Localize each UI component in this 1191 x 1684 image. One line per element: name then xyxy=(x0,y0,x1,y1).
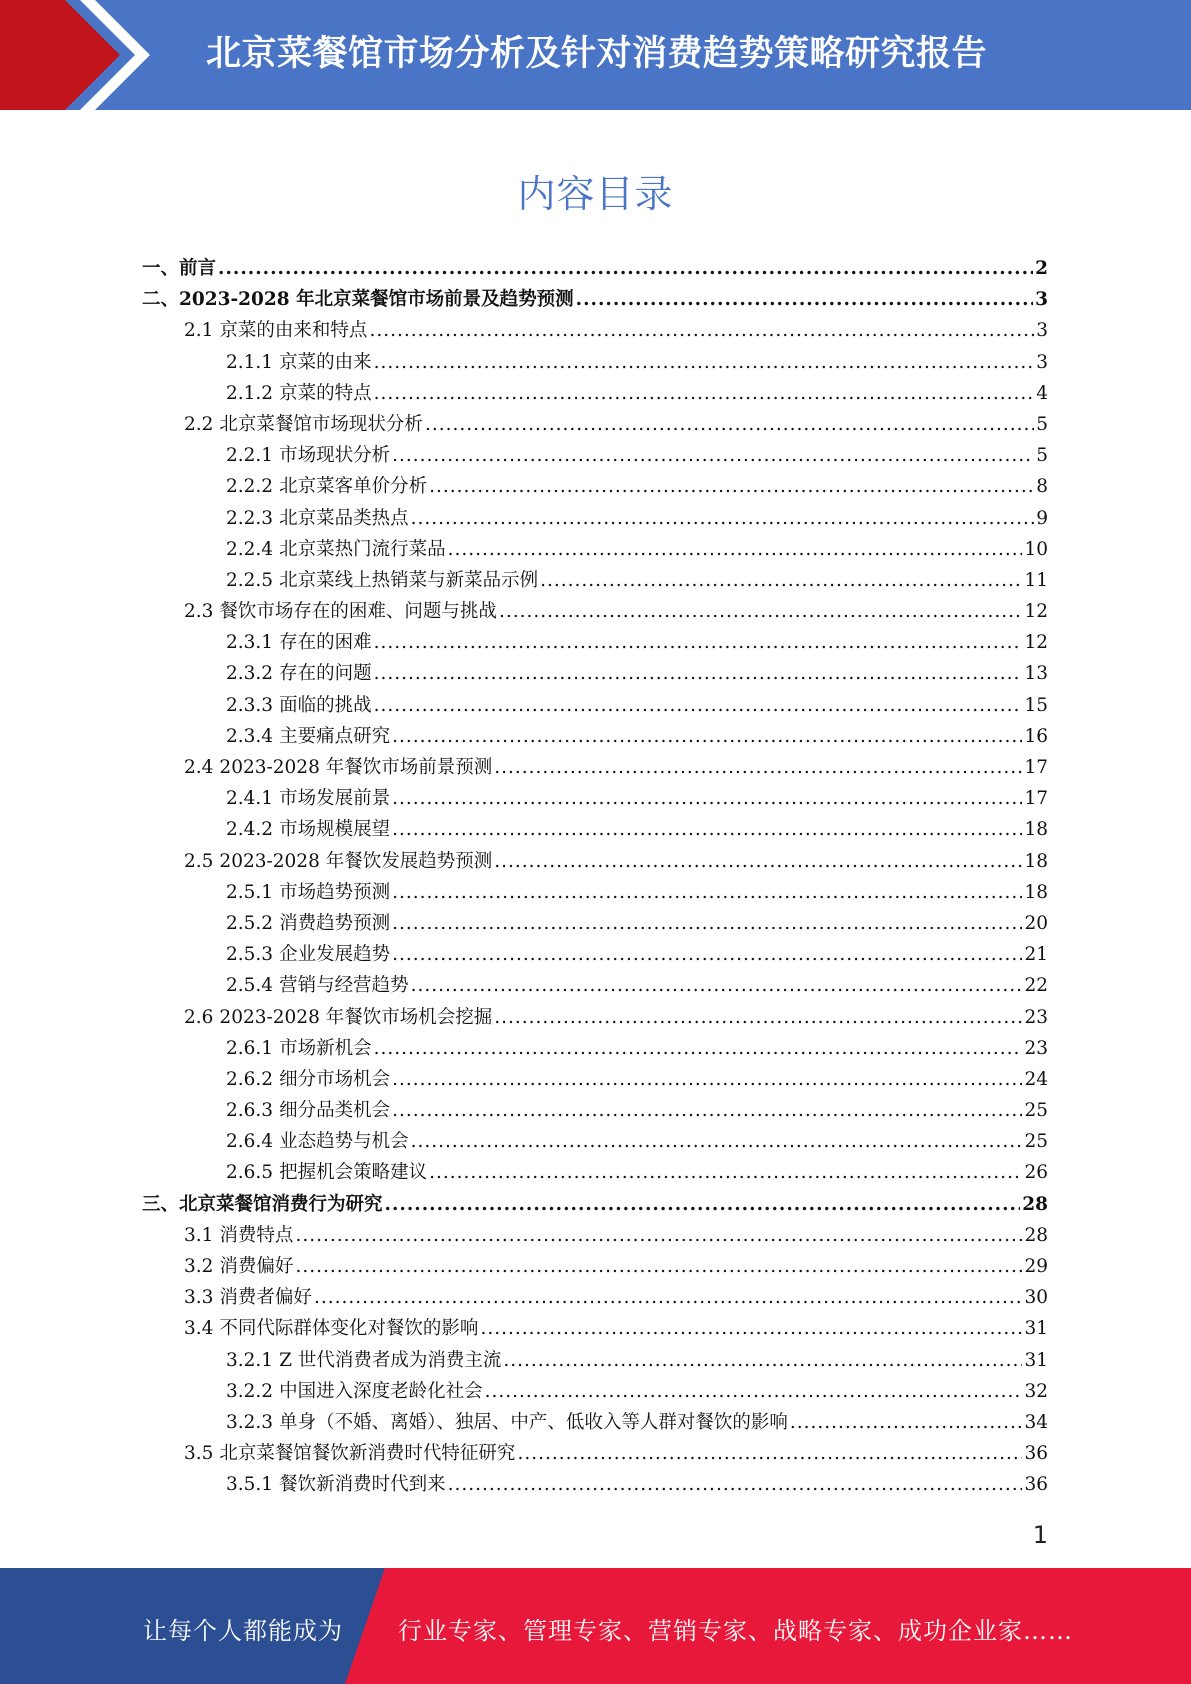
toc-entry-title: 餐饮新消费时代到来 xyxy=(279,1474,446,1496)
toc-dot-leader xyxy=(494,851,1022,872)
toc-dot-leader xyxy=(540,570,1022,591)
toc-entry[interactable] xyxy=(142,1127,1048,1158)
toc-entry-title: 2023-2028 年北京菜餐馆市场前景及趋势预测 xyxy=(179,289,574,311)
toc-dot-leader xyxy=(429,476,1034,497)
toc-entry-page: 10 xyxy=(1024,538,1048,560)
toc-entry-number: 2.5.3 xyxy=(226,944,274,966)
toc-entry-number: 2.2 xyxy=(184,413,214,435)
toc-dot-leader xyxy=(392,726,1022,747)
toc-entry[interactable] xyxy=(142,1221,1048,1252)
toc-entry-title: 北京菜线上热销菜与新菜品示例 xyxy=(279,569,539,591)
toc-dot-leader xyxy=(392,1069,1022,1090)
toc-entry[interactable] xyxy=(142,971,1048,1002)
toc-entry-title: 消费特点 xyxy=(219,1224,294,1246)
toc-dot-leader xyxy=(448,539,1023,560)
toc-entry-title: 2023-2028 年餐饮发展趋势预测 xyxy=(219,850,493,872)
toc-entry-title: 京菜的特点 xyxy=(279,382,372,404)
toc-dot-leader xyxy=(411,508,1035,529)
toc-entry[interactable] xyxy=(142,1158,1048,1189)
toc-entry-number: 3.2.3 xyxy=(226,1411,274,1433)
toc-entry-page: 34 xyxy=(1024,1411,1048,1433)
toc-entry-title: 不同代际群体变化对餐饮的影响 xyxy=(219,1318,479,1340)
toc-entry[interactable] xyxy=(142,940,1048,971)
page-number: 1 xyxy=(1032,1521,1048,1549)
toc-dot-leader xyxy=(314,1287,1023,1308)
toc-dot-leader xyxy=(392,788,1022,809)
toc-entry-number: 2.3.4 xyxy=(226,725,274,747)
toc-dot-leader xyxy=(503,1350,1022,1371)
toc-entry-page: 3 xyxy=(1035,289,1048,311)
toc-entry-number: 3.2 xyxy=(184,1256,214,1277)
toc-entry-page: 13 xyxy=(1024,663,1048,685)
toc-entry-title: 消费偏好 xyxy=(219,1256,294,1277)
toc-entry[interactable] xyxy=(142,1190,1048,1221)
toc-entry[interactable] xyxy=(142,441,1048,472)
toc-entry-title: 市场规模展望 xyxy=(279,819,391,841)
toc-entry-page: 31 xyxy=(1024,1318,1048,1340)
toc-entry-title: 北京菜热门流行菜品 xyxy=(279,538,446,560)
toc-entry-page: 8 xyxy=(1036,476,1048,498)
toc-entry[interactable] xyxy=(142,878,1048,909)
table-of-contents xyxy=(142,254,1048,1502)
report-title: 北京菜餐馆市场分析及针对消费趋势策略研究报告 xyxy=(206,34,988,74)
toc-entry[interactable] xyxy=(142,909,1048,940)
toc-dot-leader xyxy=(480,1318,1022,1339)
toc-entry-title: Z 世代消费者成为消费主流 xyxy=(279,1349,502,1371)
toc-entry-page: 9 xyxy=(1036,507,1048,529)
toc-entry-title: 营销与经营趋势 xyxy=(279,975,409,997)
toc-entry-number: 2.3.1 xyxy=(226,632,274,654)
toc-entry-title: 面临的挑战 xyxy=(279,694,372,716)
toc-entry-page: 36 xyxy=(1024,1443,1048,1465)
toc-entry-page: 31 xyxy=(1024,1349,1048,1371)
toc-entry[interactable] xyxy=(142,504,1048,535)
toc-entry-page: 36 xyxy=(1024,1474,1048,1496)
toc-entry-page: 17 xyxy=(1024,757,1048,778)
toc-dot-leader xyxy=(485,1381,1023,1402)
toc-entry-title: 单身（不婚、离婚）、独居、中产、低收入等人群对餐饮的影响 xyxy=(279,1411,788,1433)
toc-entry-page: 22 xyxy=(1024,975,1048,997)
toc-entry[interactable] xyxy=(142,691,1048,722)
toc-entry-title: 餐饮市场存在的困难、问题与挑战 xyxy=(219,601,497,623)
toc-entry-page: 25 xyxy=(1024,1100,1048,1122)
toc-entry-number: 2.2.1 xyxy=(226,445,274,467)
toc-entry[interactable] xyxy=(142,472,1048,503)
toc-entry-title: 消费者偏好 xyxy=(219,1287,312,1309)
toc-title: 内容目录 xyxy=(517,172,674,216)
toc-entry-number: 二、 xyxy=(142,289,180,311)
toc-dot-leader xyxy=(392,913,1022,934)
toc-entry-number: 2.6.4 xyxy=(226,1131,274,1153)
toc-entry[interactable] xyxy=(142,1408,1048,1439)
toc-entry-title: 2023-2028 年餐饮市场机会挖掘 xyxy=(219,1006,493,1028)
toc-entry-title: 北京菜餐馆餐饮新消费时代特征研究 xyxy=(219,1443,516,1465)
toc-entry[interactable] xyxy=(142,628,1048,659)
toc-entry-page: 2 xyxy=(1035,258,1048,279)
toc-entry-title: 市场发展前景 xyxy=(279,788,391,810)
toc-entry-page: 3 xyxy=(1036,351,1048,373)
toc-dot-leader xyxy=(576,289,1034,310)
toc-entry-number: 2.5.2 xyxy=(226,912,274,934)
toc-dot-leader xyxy=(392,944,1022,965)
toc-entry-page: 18 xyxy=(1024,881,1048,903)
toc-entry-title: 细分品类机会 xyxy=(279,1100,391,1122)
toc-entry-number: 2.6.3 xyxy=(226,1100,274,1122)
toc-dot-leader xyxy=(218,258,1033,279)
toc-entry-number: 2.6 xyxy=(184,1006,214,1028)
toc-entry-title: 北京菜餐馆消费行为研究 xyxy=(179,1193,383,1215)
toc-entry-page: 23 xyxy=(1024,1037,1048,1059)
toc-entry[interactable] xyxy=(142,659,1048,690)
toc-entry-number: 3.3 xyxy=(184,1287,214,1309)
toc-entry-title: 前言 xyxy=(179,258,217,279)
toc-entry[interactable] xyxy=(142,1314,1048,1345)
toc-entry-number: 3.4 xyxy=(184,1318,214,1340)
toc-entry-title: 北京菜客单价分析 xyxy=(279,476,428,498)
toc-entry[interactable] xyxy=(142,316,1048,347)
toc-entry-page: 4 xyxy=(1036,382,1048,404)
footer-slogan-right: 行业专家、管理专家、营销专家、战略专家、成功企业家…… xyxy=(398,1617,1073,1645)
report-header xyxy=(0,0,1191,110)
toc-entry[interactable] xyxy=(142,1252,1048,1283)
toc-entry-page: 11 xyxy=(1024,569,1048,591)
toc-entry[interactable] xyxy=(142,254,1048,285)
toc-entry-number: 3.5.1 xyxy=(226,1474,274,1496)
toc-entry-page: 17 xyxy=(1024,788,1048,810)
toc-entry-number: 2.4.2 xyxy=(226,819,274,841)
toc-entry-page: 20 xyxy=(1024,912,1048,934)
toc-entry-number: 2.2.4 xyxy=(226,538,274,560)
toc-dot-leader xyxy=(374,1038,1023,1059)
toc-entry-number: 3.5 xyxy=(184,1443,214,1465)
toc-entry[interactable] xyxy=(142,597,1048,628)
toc-dot-leader xyxy=(411,1131,1023,1152)
toc-entry-page: 23 xyxy=(1024,1006,1048,1028)
toc-entry-number: 2.1.1 xyxy=(226,351,274,373)
toc-dot-leader xyxy=(374,352,1035,373)
toc-entry-page: 12 xyxy=(1024,632,1048,654)
toc-entry-title: 企业发展趋势 xyxy=(279,944,391,966)
toc-entry-page: 32 xyxy=(1024,1380,1048,1402)
toc-entry[interactable] xyxy=(142,1065,1048,1096)
toc-entry-title: 存在的困难 xyxy=(279,632,372,654)
toc-dot-leader xyxy=(369,320,1034,341)
toc-entry-page: 5 xyxy=(1036,445,1048,467)
toc-entry-page: 24 xyxy=(1024,1068,1048,1090)
toc-dot-leader xyxy=(374,383,1035,404)
toc-entry[interactable] xyxy=(142,847,1048,878)
toc-entry-page: 3 xyxy=(1036,320,1048,342)
toc-entry-number: 三、 xyxy=(142,1193,180,1215)
toc-entry-number: 2.1 xyxy=(184,320,214,342)
toc-dot-leader xyxy=(494,1007,1022,1028)
toc-entry[interactable] xyxy=(142,1283,1048,1314)
toc-entry[interactable] xyxy=(142,753,1048,784)
toc-entry-page: 21 xyxy=(1024,944,1048,966)
toc-entry-title: 市场新机会 xyxy=(279,1037,372,1059)
toc-entry-number: 2.1.2 xyxy=(226,382,274,404)
toc-dot-leader xyxy=(295,1225,1022,1246)
toc-entry-page: 12 xyxy=(1024,601,1048,623)
report-footer xyxy=(0,1568,1191,1684)
toc-entry-number: 2.6.5 xyxy=(226,1162,274,1184)
toc-entry-number: 2.6.2 xyxy=(226,1068,274,1090)
toc-entry-title: 中国进入深度老龄化社会 xyxy=(279,1380,483,1402)
toc-entry-number: 2.3.2 xyxy=(226,663,274,685)
toc-entry-number: 2.2.3 xyxy=(226,507,274,529)
toc-entry-page: 28 xyxy=(1024,1224,1048,1246)
toc-entry-number: 2.5.4 xyxy=(226,975,274,997)
toc-dot-leader xyxy=(494,757,1022,778)
toc-entry-title: 京菜的由来和特点 xyxy=(219,320,368,342)
toc-entry-title: 北京菜餐馆市场现状分析 xyxy=(219,413,423,435)
toc-entry[interactable] xyxy=(142,1377,1048,1408)
toc-entry-title: 市场趋势预测 xyxy=(279,881,391,903)
toc-dot-leader xyxy=(385,1194,1021,1215)
toc-entry[interactable] xyxy=(142,566,1048,597)
toc-entry-number: 2.3.3 xyxy=(226,694,274,716)
toc-entry[interactable] xyxy=(142,1470,1048,1501)
toc-entry-title: 北京菜品类热点 xyxy=(279,507,409,529)
toc-entry-title: 业态趋势与机会 xyxy=(279,1131,409,1153)
toc-dot-leader xyxy=(295,1256,1022,1277)
toc-entry[interactable] xyxy=(142,1003,1048,1034)
toc-entry-number: 3.2.1 xyxy=(226,1349,274,1371)
toc-entry-page: 25 xyxy=(1024,1131,1048,1153)
toc-entry[interactable] xyxy=(142,285,1048,316)
toc-entry-page: 5 xyxy=(1036,413,1048,435)
toc-entry-number: 一、 xyxy=(142,258,180,279)
toc-entry-title: 细分市场机会 xyxy=(279,1068,391,1090)
toc-entry-number: 2.6.1 xyxy=(226,1037,274,1059)
toc-entry-page: 18 xyxy=(1024,819,1048,841)
toc-entry-page: 18 xyxy=(1024,850,1048,872)
toc-dot-leader xyxy=(392,882,1022,903)
toc-dot-leader xyxy=(392,1100,1022,1121)
toc-entry-number: 2.2.2 xyxy=(226,476,274,498)
toc-entry-page: 16 xyxy=(1024,725,1048,747)
toc-entry[interactable] xyxy=(142,722,1048,753)
toc-dot-leader xyxy=(517,1443,1022,1464)
toc-entry[interactable] xyxy=(142,1439,1048,1470)
toc-entry[interactable] xyxy=(142,379,1048,410)
toc-entry-title: 2023-2028 年餐饮市场前景预测 xyxy=(219,757,493,778)
toc-dot-leader xyxy=(448,1474,1023,1495)
toc-dot-leader xyxy=(374,663,1023,684)
toc-dot-leader xyxy=(374,632,1023,653)
toc-entry[interactable] xyxy=(142,784,1048,815)
toc-entry[interactable] xyxy=(142,348,1048,379)
toc-entry-title: 把握机会策略建议 xyxy=(279,1162,428,1184)
toc-entry-page: 29 xyxy=(1024,1256,1048,1277)
toc-entry-title: 存在的问题 xyxy=(279,663,372,685)
toc-dot-leader xyxy=(429,1162,1022,1183)
toc-entry-title: 消费趋势预测 xyxy=(279,912,391,934)
toc-entry-page: 15 xyxy=(1024,694,1048,716)
toc-entry[interactable] xyxy=(142,410,1048,441)
toc-entry-page: 30 xyxy=(1024,1287,1048,1309)
toc-entry-page: 26 xyxy=(1024,1162,1048,1184)
toc-entry-number: 2.2.5 xyxy=(226,569,274,591)
toc-entry-number: 3.1 xyxy=(184,1224,214,1246)
toc-entry-title: 市场现状分析 xyxy=(279,445,391,467)
footer-slogan-left: 让每个人都能成为 xyxy=(143,1617,343,1645)
toc-entry[interactable] xyxy=(142,815,1048,846)
toc-dot-leader xyxy=(374,695,1023,716)
toc-dot-leader xyxy=(392,445,1034,466)
toc-entry-title: 主要痛点研究 xyxy=(279,725,391,747)
toc-entry[interactable] xyxy=(142,1096,1048,1127)
toc-entry-number: 2.3 xyxy=(184,601,214,623)
toc-entry-number: 3.2.2 xyxy=(226,1380,274,1402)
toc-dot-leader xyxy=(392,819,1022,840)
toc-dot-leader xyxy=(411,975,1023,996)
toc-entry-title: 京菜的由来 xyxy=(279,351,372,373)
toc-entry[interactable] xyxy=(142,535,1048,566)
toc-entry[interactable] xyxy=(142,1034,1048,1065)
toc-dot-leader xyxy=(790,1412,1023,1433)
toc-entry-number: 2.4 xyxy=(184,757,214,778)
toc-entry-page: 28 xyxy=(1022,1193,1048,1215)
toc-dot-leader xyxy=(499,601,1023,622)
toc-entry[interactable] xyxy=(142,1346,1048,1377)
toc-dot-leader xyxy=(425,414,1034,435)
toc-entry-number: 2.5.1 xyxy=(226,881,274,903)
toc-entry-number: 2.5 xyxy=(184,850,214,872)
toc-entry-number: 2.4.1 xyxy=(226,788,274,810)
